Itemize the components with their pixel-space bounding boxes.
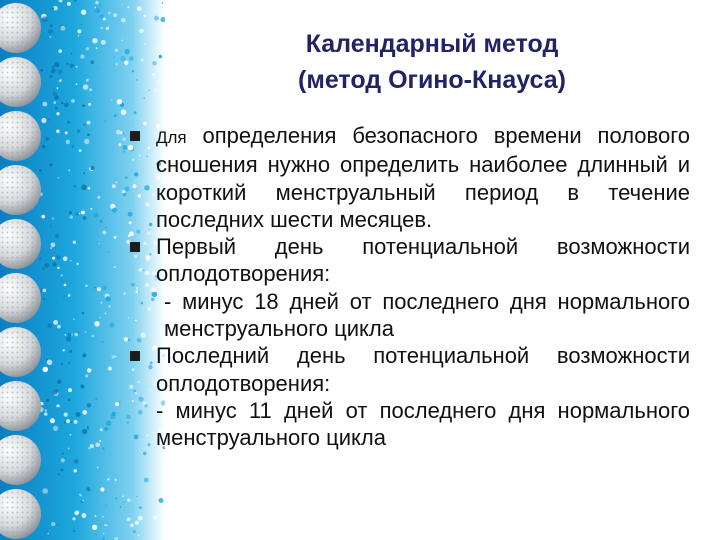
slide-title — [232, 26, 632, 98]
bullet-item-2 — [130, 233, 690, 288]
bullet-body-1: определения безопасного времени полового сношения нужно определить наиболее длинный и короткий менструальный период в течение последних шести месяцев. — [156, 123, 690, 232]
bullet-list — [130, 122, 690, 452]
bullet-item-3 — [130, 342, 690, 397]
bullet-text-1 — [156, 122, 690, 233]
square-bullet-icon — [130, 342, 156, 369]
square-bullet-icon — [130, 233, 156, 260]
bullet-subtext-2: - минус 18 дней от последнего дня нормального менструального цикла — [164, 288, 690, 342]
title-line-2: (метод Огино-Кнауса) — [298, 66, 566, 94]
bullet-subtext-3: - минус 11 дней от последнего дня нормального менструального цикла — [156, 397, 690, 451]
bullet-item-2-sub — [130, 288, 690, 343]
bullet-text-3: Последний день потенциальной возможности оплодотворения: — [156, 343, 690, 396]
title-line-1: Календарный метод — [305, 30, 559, 58]
bullet-item-1 — [130, 122, 690, 233]
bullet-lead-word: Для — [156, 128, 187, 147]
bullet-text-2: Первый день потенциальной возможности оплодотворения: — [156, 234, 690, 287]
bullet-item-3-sub — [130, 397, 690, 452]
square-bullet-icon — [130, 122, 156, 149]
